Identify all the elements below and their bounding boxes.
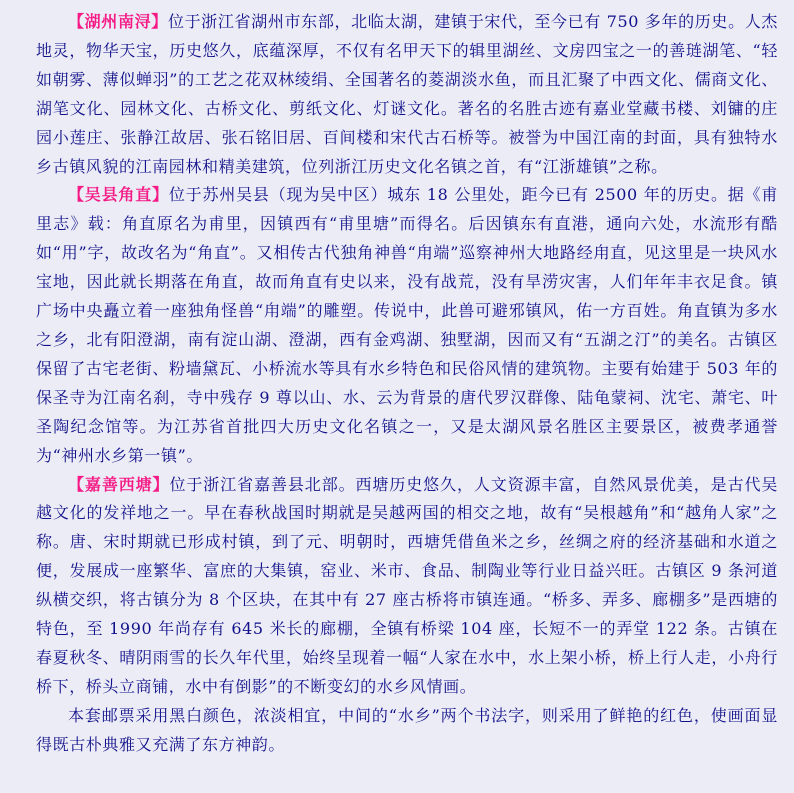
- section-tag-xitang: 【嘉善西塘】: [68, 474, 170, 494]
- paragraph-xitang: [36, 471, 778, 702]
- paragraph-text-stamp-description: 本套邮票采用黑白颜色，浓淡相宜，中间的“水乡”两个书法字，则采用了鲜艳的红色，使画面显得既古朴典雅又充满了东方神韵。: [36, 705, 778, 754]
- section-tag-nanxun: 【湖州南浔】: [68, 12, 168, 31]
- paragraph-text-luzhi: 位于苏州吴县（现为吴中区）城东 18 公里处，距今已有 2500 年的历史。据《甫里志》载：角直原名为甫里，因镇西有“甫里塘”而得名。后因镇东有直港，通向六处，水流形有酷如“用”字，故改名为“角直”。又相传古代独角神兽“甪端”巡察神州大地路经甪直，见这里是一块风水宝地，因此就长期落在角直，故而角直有史以来，没有战荒，没有旱涝灾害，人们年年丰衣足食。镇广场中央矗立着一座独角怪兽“甪端”的雕塑。传说中，此兽可避邪镇风，佑一方百姓。角直镇为多水之乡，北有阳澄湖，南有淀山湖、澄湖，西有金鸡湖、独墅湖，因而又有“五湖之汀”的美名。古镇区保留了古宅老街、粉墙黛瓦、小桥流水等具有水乡特色和民俗风情的建筑物。主要有始建于 503 年的保圣寺为江南名刹，寺中残存 9 尊以山、水、云为背景的唐代罗汉群像、陆龟蒙祠、沈宅、萧宅、叶圣陶纪念馆等。为江苏省首批四大历史文化名镇之一，又是太湖风景名胜区主要景区，被费孝通誉为“神州水乡第一镇”。: [36, 185, 778, 465]
- paragraph-text-nanxun: 位于浙江省湖州市东部，北临太湖，建镇于宋代，至今已有 750 多年的历史。人杰地灵，物华天宝，历史悠久，底蕴深厚，不仅有名甲天下的辑里湖丝、文房四宝之一的善琏湖笔、“轻如朝雾、薄似蝉羽”的工艺之花双林绫绢、全国著名的菱湖淡水鱼，而且汇聚了中西文化、儒商文化、湖笔文化、园林文化、古桥文化、剪纸文化、灯谜文化。著名的名胜古迹有嘉业堂藏书楼、刘镛的庄园小莲庄、张静江故居、张石铭旧居、百间楼和宋代古石桥等。被誉为中国江南的封面，具有独特水乡古镇风貌的江南园林和精美建筑，位列浙江历史文化名镇之首，有“江浙雄镇”之称。: [36, 12, 778, 176]
- paragraph-text-xitang: 位于浙江省嘉善县北部。西塘历史悠久，人文资源丰富，自然风景优美，是古代吴越文化的发祥地之一。早在春秋战国时期就是吴越两国的相交之地，故有“吴根越角”和“越角人家”之称。唐、宋时期就已形成村镇，到了元、明朝时，西塘凭借鱼米之乡，丝绸之府的经济基础和水道之便，发展成一座繁华、富庶的大集镇，窑业、米市、食品、制陶业等行业日益兴旺。古镇区 9 条河道纵横交织，将古镇分为 8 个区块，在其中有 27 座古桥将市镇连通。“桥多、弄多、廊棚多”是西塘的特色，至 1990 年尚存有 645 米长的廊棚，全镇有桥梁 104 座，长短不一的弄堂 122 条。古镇在春夏秋冬、晴阴雨雪的长久年代里，始终呈现着一幅“人家在水中，水上架小桥，桥上行人走，小舟行桥下，桥头立商铺，水中有倒影”的不断变幻的水乡风情画。: [36, 474, 778, 696]
- paragraph-stamp-description: [36, 702, 778, 760]
- section-tag-luzhi: 【吴县角直】: [68, 185, 169, 205]
- paragraph-nanxun: [36, 8, 778, 181]
- paragraph-luzhi: [36, 181, 778, 470]
